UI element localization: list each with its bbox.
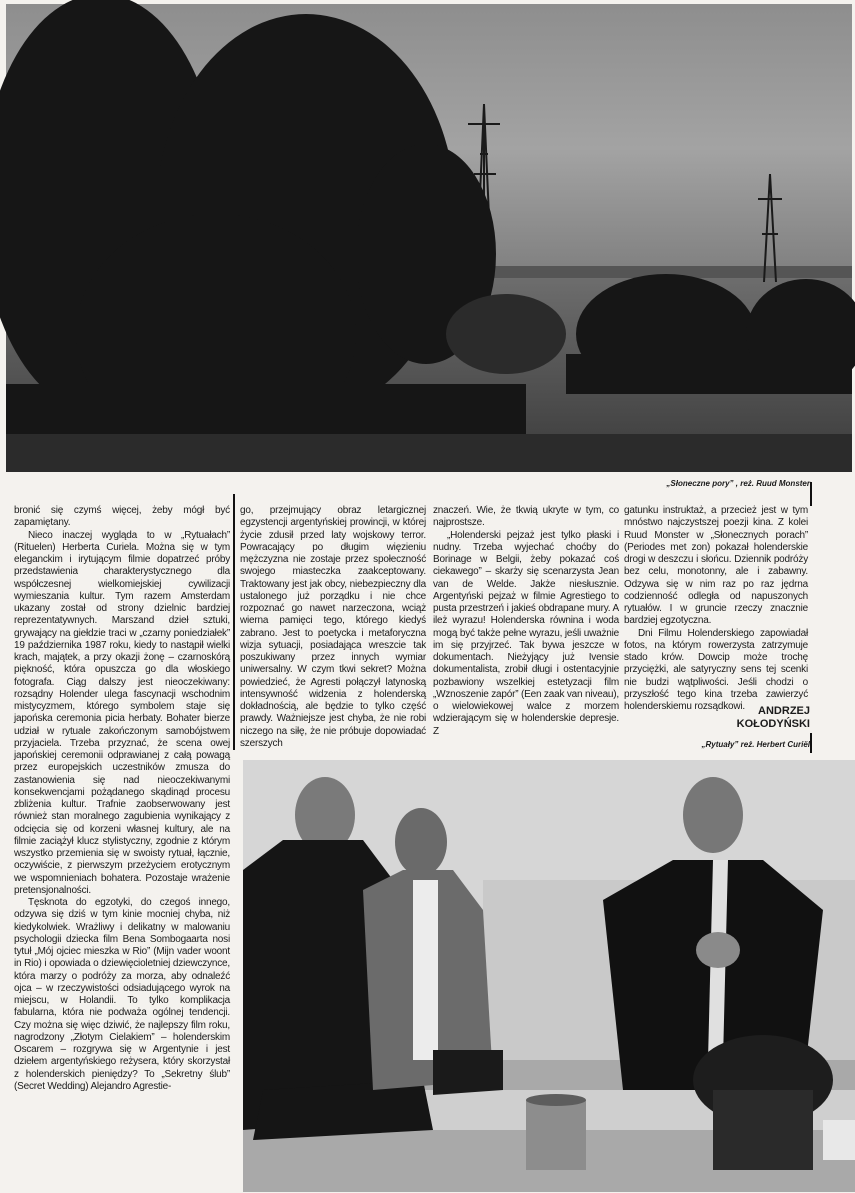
col4-paragraph: gatunku instruktaż, a przecież jest w tym mnóstwo najczystszej poezji kina. Z kolei Ruud Monster w „Słonecznych porach” (Periodes met zon) pokazał holenderskie drogi w deszczu i słońcu. Dziennik podróży bez celu, monotonny, ale i zabawny. Odzywa się w nim raz po raz jędrna codzienność odległa od napuszonych rytuałów. I w gruncie rzeczy znacznie bardziej egzotyczna. [624,505,808,627]
tea-ceremony-photo [243,760,855,1192]
landscape-photo [6,4,852,472]
col3-paragraph: „Holenderski pejzaż jest tylko płaski i nudny. Trzeba wyjechać choćby do Borinage w Belgii, żeby pokazać coś ciekawego” – skarży się scenarzysta Jean van de Welde. Jakże niesłusznie. Argentyński pejzaż w filmie Agrestiego to pusta przestrzeń i jakieś obdrapane mury. A ileż wyrazu! Holenderska równina i woda mogą być także pełne wyrazu, jeśli uważnie im się przyjrzeć. Tak bywa jeszcze w dokumentach. Nieżyjący już Ivensie dokumentalista, zrobił długi i ostentacyjnie pozbawiony wszelkiej estetyzacji film „Wznoszenie zapór” (Een zaak van niveau), o wielowiekowej walce z morzem wdzierającym się w holenderskie depresje. Z [433,529,619,737]
column-rule-right-bottom [810,733,812,753]
col1-paragraph: Nieco inaczej wygląda to w „Rytuałach” (Rituelen) Herberta Curiela. Można się w tym eleganckim i irytującym filmie dopatrzeć próby przedstawienia charakterystycznego dla współczesnej wielkomiejskiej cywilizacji wymieszania kultur. Tym razem Amsterdam ukazany został od strony dzielnic bardziej reprezentatywnych. Marszand dzieł sztuki, grywający na giełdzie traci w „czarny poniedziałek” 19 października 1987 roku, kiedy to nastąpił wielki krach, majątek, a przy okazji żonę – czarnoskórą piękność, która opuszcza go dla włoskiego fotografa. Ciąg dalszy jest nieoczekiwany: rozsądny Holender ulega fascynacji wschodnim mistycyzmem, którego symbolem staje się japońska ceremonia picia herbaty. Bohater bierze udział w rytuale zakończonym samobójstwem przyjaciela. Trzeba przyznać, że scena owej japońskiej ceremonii odprawianej z całą powagą przez europejskich uczestników zmusza do zastanowienia się nad nieoczekiwanymi konsekwencjami pożądanego skądinąd procesu zbliżenia kultur. Trafnie zaobserwowany jest również stan moralnego zagubienia wynikający z odcięcia się od korzeni własnej kultury, ale na filmie zaciążył klucz stylistyczny, zgodnie z którym wszystko przemienia się w swoisty rytuał, łącznie, oczywiście, z pierwszym przeżyciem erotycznym we wspomnieniach bohatera. Pozostaje wrażenie pretensjonalności. [14,529,230,896]
col1-paragraph: Tęsknota do egzotyki, do czegoś innego, odzywa się dziś w tym kinie mocniej chyba, niż kiedykolwiek. Wrażliwy i delikatny w malowaniu psychologii dziecka film Bena Sombogaarta nosi tytuł „Mój ojciec mieszka w Rio” (Mijn vader woont in Rio) i opowiada o dziewięcioletniej dziewczynce, która marzy o podróży za morza, aby odnaleźć ojca – w rzeczywistości odsiadującego wyrok na miejscu, w Holandii. To tylko komplikacja fabularna, która nie podważa ogólnej tendencji. Czy można się więc dziwić, że najlepszy film roku, nagrodzony „Złotym Cielakiem” – holenderskim Oscarem – rozgrywa się w Argentynie i jest dziełem argentyńskiego reżysera, który skorzystał z holenderskich pieniędzy? To „Sekretny ślub” (Secret Wedding) Alejandro Agrestie- [14,897,230,1092]
col2-paragraph: go, przejmujący obraz letargicznej egzystencji argentyńskiej prowincji, w której życie zdusił przed laty wojskowy terror. Powracający po długim więzieniu mężczyzna nie zostaje przez społeczność swojego miasteczka zaakceptowany. Traktowany jest jak obcy, niebezpieczny dla ustalonego już porządku i nie chce rozpoznać go nawet narzeczona, wciąż wierna pamięci tego, którego kiedyś zabrano. Jest to poetycka i metaforyczna wizja sytuacji, posiadająca wreszcie tak poszukiwany przez innych wymiar uniwersalny. W czym tkwi sekret? Można powiedzieć, że Agresti połączył latynoską intensywność widzenia z holenderską dokładnością, ale będzie to tylko część prawdy. Ważniejsze jest chyba, że nie robi niczego na siłę, że nie próbuje dopowiadać szerszych [240,505,426,749]
column-rule-left [233,494,235,750]
column-one [14,505,230,1189]
caption-sloneczne-pory: „Słoneczne pory” , reż. Ruud Monster [666,479,810,488]
column-three [433,505,619,750]
column-rule-right-top [810,482,812,506]
author-last-name: KOŁODYŃSKI [736,718,810,730]
author-signature [640,705,810,731]
col4-paragraph: Dni Filmu Holenderskiego zapowiadał fotos, na którym rowerzysta zatrzymuje stado krów. Dowcip może trochę przyciężki, ale satyryczny sens tej scenki nie budzi wątpliwości. Jeśli chodzi o przyszłość tego kina trzeba zawierzyć holenderskiemu rozsądkowi. [624,627,808,712]
tea-ceremony-drawing [243,760,855,1192]
landscape-photo-drawing [6,4,852,472]
col3-paragraph: znaczeń. Wie, że tkwią ukryte w tym, co najprostsze. [433,505,619,529]
author-first-name: ANDRZEJ [758,705,810,717]
column-two [240,505,426,750]
caption-rytualy: „Rytuały” reż. Herbert Curiël [701,740,810,749]
col1-paragraph: bronić się czymś więcej, żeby mógł być zapamiętany. [14,505,230,529]
